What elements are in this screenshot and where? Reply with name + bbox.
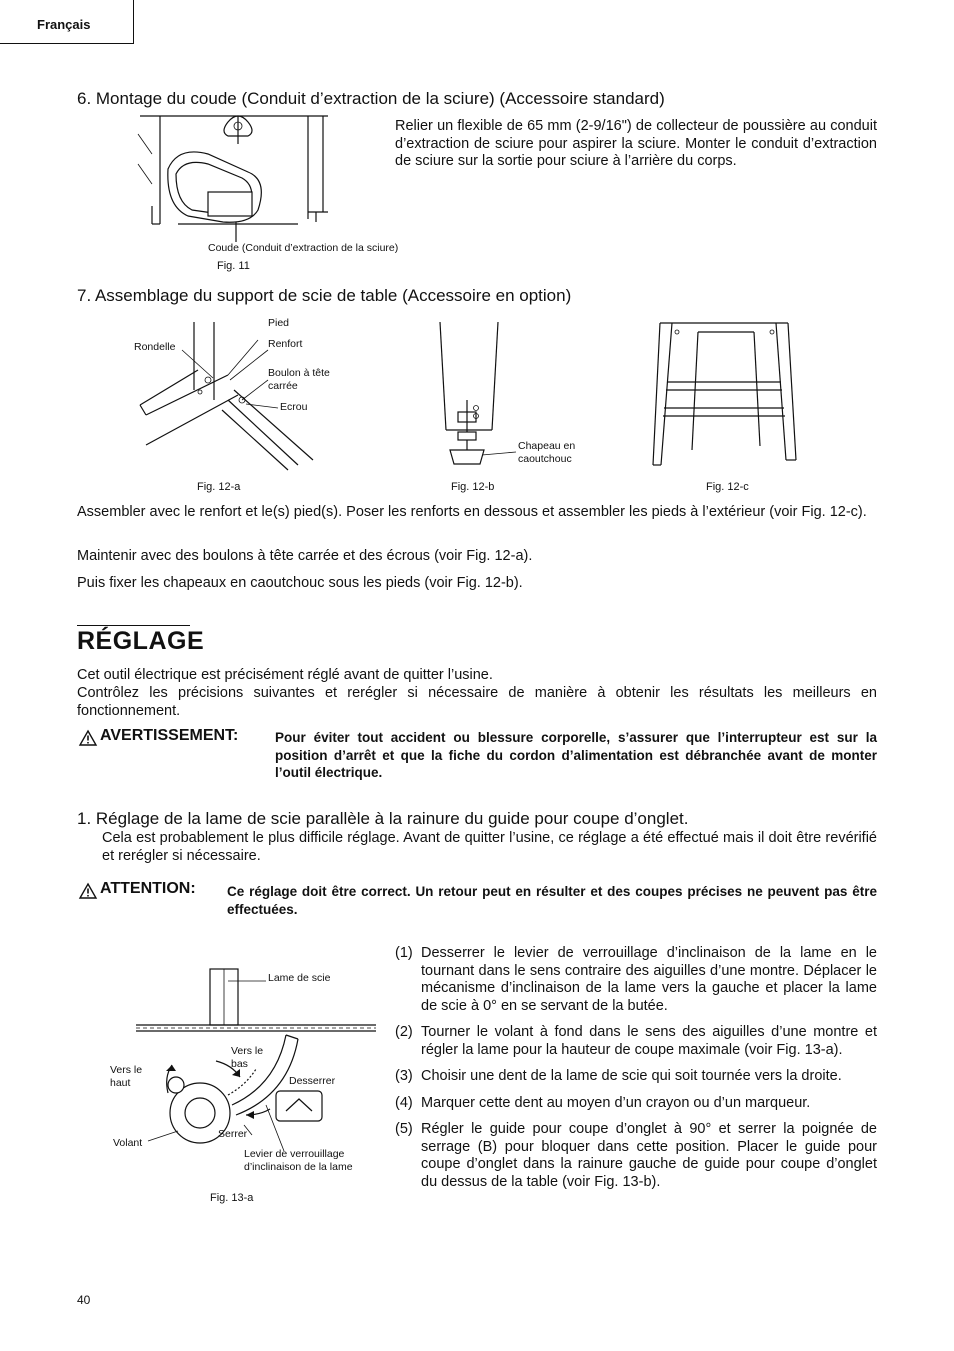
- reglage-intro-1: Cet outil électrique est précisément réglé avant de quitter l’usine.: [77, 667, 493, 683]
- fig-11-callout: Coude (Conduit d’extraction de la sciure): [208, 242, 399, 254]
- fig-12b-chapeau-line2: caoutchouc: [518, 453, 572, 465]
- fig-13a-lame: Lame de scie: [268, 972, 331, 984]
- attention-text: Ce réglage doit être correct. Un retour peut en résulter et des coupes précises ne peuvent pas être effectuées.: [227, 884, 877, 917]
- step-text: Desserrer le levier de verrouillage d’inclinaison de la lame en le tournant dans le sens contraire des aiguilles d’une montre. Déplacer le mécanisme d’inclinaison de la lame vers la gauche et placer la lame de scie à 0° en se servant de la butée.: [421, 945, 877, 1014]
- fig-12a-label: Fig. 12-a: [197, 481, 241, 493]
- fig-13a-levier-line2: d’inclinaison de la lame: [244, 1161, 353, 1173]
- fig-11-label: Fig. 11: [217, 260, 250, 272]
- fig-13a-vers-haut-line2: haut: [110, 1077, 131, 1089]
- warning-triangle-icon: [79, 730, 97, 746]
- fig-12c-illustration: [650, 320, 800, 470]
- warning-text: Pour éviter tout accident ou blessure corporelle, s’assurer que l’interrupteur est sur la position d’arrêt et que la fiche du cordon d’alimentation est débranchée avant de monter l’outil électrique.: [275, 730, 877, 780]
- warning-label: AVERTISSEMENT:: [100, 727, 239, 744]
- fig-12b-chapeau-line1: Chapeau en: [518, 440, 576, 452]
- fig-12a-boulon-line2: carrée: [268, 380, 298, 392]
- fig-12c-label: Fig. 12-c: [706, 481, 749, 493]
- step-text: Régler le guide pour coupe d’onglet à 90° et serrer la poignée de serrage (B) pour bloquer dans cette position. Placer le guide pour coupe d’onglet dans la rainure gauche de guide pour coupe d’onglet du dessus de la table (voir Fig. 13-b).: [421, 1121, 877, 1190]
- step-text: Marquer cette dent au moyen d’un crayon ou d’un marqueur.: [421, 1094, 811, 1111]
- page-number: 40: [77, 1293, 91, 1307]
- section-7-paragraph-2: Maintenir avec des boulons à tête carrée et des écrous (voir Fig. 12-a).: [77, 548, 533, 564]
- fig-13a-volant: Volant: [113, 1137, 143, 1149]
- step-number: (3): [395, 1068, 413, 1084]
- step-number: (4): [395, 1094, 413, 1111]
- heading-rule: [77, 625, 190, 626]
- fig-13a-label: Fig. 13-a: [210, 1192, 254, 1204]
- step-item: [395, 945, 877, 1015]
- fig-12a-boulon-line1: Boulon à tête: [268, 367, 330, 379]
- section-7-title: 7. Assemblage du support de scie de table (Accessoire en option): [77, 286, 572, 305]
- fig-12a-rondelle: Rondelle: [134, 341, 176, 353]
- step-item: [395, 1095, 877, 1113]
- section-6-text: Relier un flexible de 65 mm (2-9/16") de collecteur de poussière au conduit d’extraction de sciure pour aspirer la sciure. Monter le conduit d’extraction de sciure sur la sortie pour sciure à l’arrière du corps.: [395, 118, 877, 169]
- section-7-paragraph-1: Assembler avec le renfort et le(s) pied(s). Poser les renforts en dessous et assembler les pieds à l’extérieur (voir Fig. 12-c).: [77, 504, 867, 520]
- section-7-paragraph-3: Puis fixer les chapeaux en caoutchouc sous les pieds (voir Fig. 12-b).: [77, 575, 523, 591]
- attention-label: ATTENTION:: [100, 880, 196, 897]
- reglage-intro-2: Contrôlez les précisions suivantes et rerégler si nécessaire de manière à obtenir les résultats les meilleurs en fonctionnement.: [77, 685, 877, 719]
- step-text: Choisir une dent de la lame de scie qui soit tournée vers la droite.: [421, 1068, 842, 1084]
- fig-12a-pied: Pied: [268, 317, 290, 329]
- fig-11-illustration: [138, 114, 338, 244]
- step-item: [395, 1121, 877, 1191]
- fig-12b-label: Fig. 12-b: [451, 481, 495, 493]
- item-1-title: 1. Réglage de la lame de scie parallèle à la rainure du guide pour coupe d’onglet.: [77, 809, 689, 828]
- fig-13a-vers-bas-line1: Vers le: [231, 1045, 264, 1057]
- fig-12a-ecrou: Ecrou: [280, 401, 308, 413]
- step-number: (2): [395, 1024, 413, 1040]
- step-number: (5): [395, 1121, 413, 1137]
- fig-13a-illustration: [136, 965, 376, 1165]
- section-6-title: 6. Montage du coude (Conduit d’extraction de la sciure) (Accessoire standard): [77, 89, 665, 108]
- fig-13a-vers-bas-line2: bas: [231, 1058, 248, 1070]
- attention-triangle-icon: [79, 883, 97, 899]
- step-number: (1): [395, 945, 413, 961]
- item-1-text: Cela est probablement le plus difficile réglage. Avant de quitter l’usine, ce réglage a été effectué mais il doit être revérifié et rerégler si nécessaire.: [102, 830, 877, 864]
- fig-13a-serrer: Serrer: [218, 1128, 248, 1140]
- fig-13a-vers-haut-line1: Vers le: [110, 1064, 143, 1076]
- fig-12a-renfort: Renfort: [268, 338, 303, 350]
- steps-list: [395, 945, 877, 1191]
- fig-12b-illustration: [436, 320, 516, 470]
- step-item: [395, 1024, 877, 1059]
- step-item: [395, 1068, 877, 1086]
- reglage-heading: RÉGLAGE: [77, 627, 205, 655]
- language-label: Français: [37, 17, 91, 32]
- fig-13a-desserrer: Desserrer: [289, 1075, 336, 1087]
- fig-13a-levier-line1: Levier de verrouillage: [244, 1148, 345, 1160]
- step-text: Tourner le volant à fond dans le sens des aiguilles d’une montre et régler la lame pour la hauteur de coupe maximale (voir Fig. 13-a).: [421, 1024, 877, 1058]
